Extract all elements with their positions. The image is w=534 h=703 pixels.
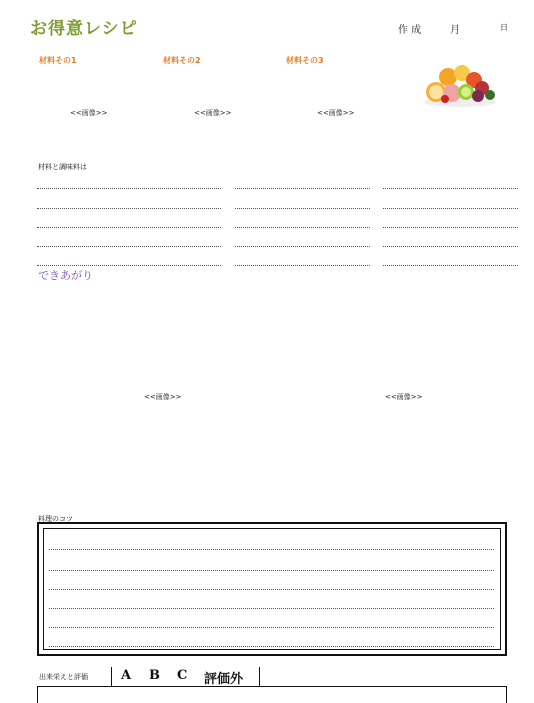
grade-a: A — [121, 668, 132, 683]
evaluation-divider-right — [259, 667, 260, 686]
ingredient-image-placeholder-2: <<画像>> — [194, 109, 232, 117]
month-label: 月 — [450, 25, 460, 36]
result-label: できあがり — [38, 269, 93, 282]
ingredient-label-1: 材料その1 — [39, 56, 77, 65]
evaluation-box-right — [506, 686, 507, 703]
evaluation-box-left — [37, 686, 38, 703]
created-label: 作 成 — [398, 25, 422, 36]
ingredient-image-placeholder-3: <<画像>> — [317, 109, 355, 117]
evaluation-divider-left — [111, 667, 112, 686]
grade-b: B — [149, 668, 160, 683]
ingredient-image-placeholder-1: <<画像>> — [70, 109, 108, 117]
grade-c: C — [177, 668, 188, 683]
result-image-placeholder-1: <<画像>> — [144, 393, 182, 401]
materials-label: 材料と調味料は — [38, 163, 87, 171]
ingredient-label-2: 材料その2 — [163, 56, 201, 65]
day-label: 日 — [500, 23, 508, 32]
tips-label: 料理のコツ — [38, 515, 73, 523]
ingredient-label-3: 材料その3 — [286, 56, 324, 65]
result-image-placeholder-2: <<画像>> — [385, 393, 423, 401]
evaluation-baseline — [37, 686, 507, 687]
fruit-illustration — [420, 62, 500, 108]
recipe-title: お得意レシピ — [30, 19, 138, 39]
grade-outside: 評価外 — [204, 672, 244, 687]
evaluation-label: 出来栄えと評価 — [39, 673, 88, 681]
